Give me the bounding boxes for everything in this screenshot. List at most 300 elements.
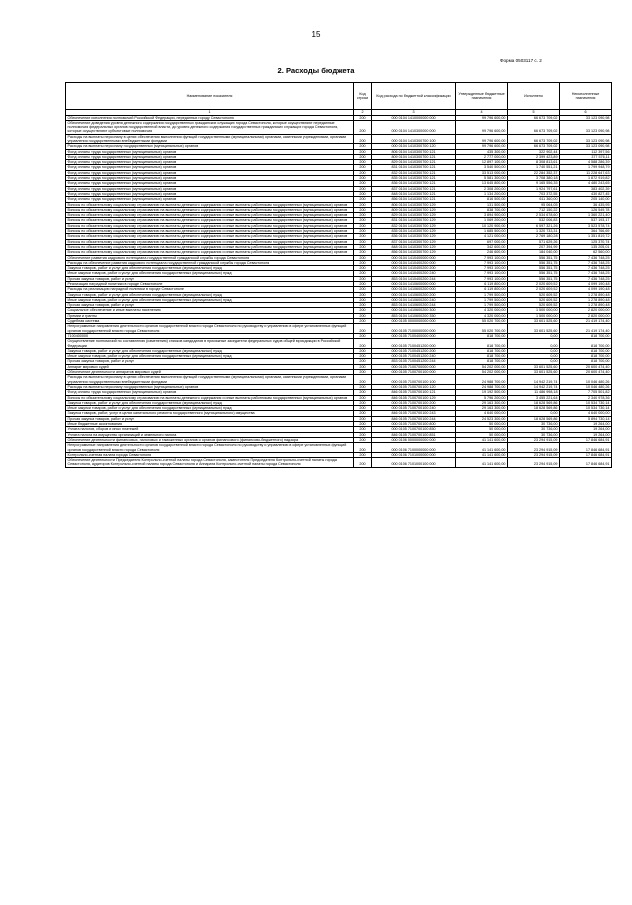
row-remaining-cell: 1 872 919,82 xyxy=(560,176,612,181)
row-remaining-cell: 2 820 000,00 xyxy=(560,313,612,318)
index-cell: 5 xyxy=(508,110,560,116)
row-approved-cell: 54 202 000,00 xyxy=(456,364,508,369)
row-remaining-cell: 4 640 000,00 xyxy=(560,411,612,416)
row-remaining-cell: 1 278 890,48 xyxy=(560,303,612,308)
row-executed-cell: 9 165 556,35 xyxy=(508,181,560,186)
row-remaining-cell: 19 264,00 xyxy=(560,422,612,427)
row-approved-cell: 7 993 100,00 xyxy=(456,276,508,281)
header-line-code: Код строки xyxy=(354,83,372,110)
row-executed-cell: 1 500 000,00 xyxy=(508,308,560,313)
row-name-cell: Обеспечение деятельности финансовых, налоговых и таможенных органов и органов финансового (финансово-бюджетного) надзора xyxy=(66,437,354,442)
row-name-cell: Фонд оплаты труда государственных (муниципальных) органов xyxy=(66,154,354,159)
row-expense-code-cell: 836 0104 1410300700 121 xyxy=(372,181,456,186)
row-line-code-cell: 200 xyxy=(354,244,372,249)
row-remaining-cell: 377 576,11 xyxy=(560,154,612,159)
row-expense-code-cell: 000 0104 1410000000 000 xyxy=(372,115,456,120)
row-approved-cell: 816 500,00 xyxy=(456,197,508,202)
row-line-code-cell: 200 xyxy=(354,313,372,318)
row-expense-code-cell: 000 0106 7101000000 000 xyxy=(372,452,456,457)
row-approved-cell: 5 796 200,00 xyxy=(456,395,508,400)
row-approved-cell: 4 320 000,00 xyxy=(456,308,508,313)
row-expense-code-cell: 000 0105 7100451200 000 xyxy=(372,339,456,349)
row-name-cell: Фонд оплаты труда государственных (муниципальных) органов xyxy=(66,191,354,196)
row-name-cell: Прочая закупка товаров, работ и услуг xyxy=(66,303,354,308)
form-code: Форма 0503117 с. 2 xyxy=(500,58,542,63)
row-approved-cell: 55 020 700,00 xyxy=(456,324,508,334)
row-line-code-cell: 200 xyxy=(354,458,372,468)
row-approved-cell: 1 685 500,00 xyxy=(456,229,508,234)
row-line-code-cell: 200 xyxy=(354,406,372,411)
row-expense-code-cell: 000 0105 7100700100 120 xyxy=(372,384,456,389)
row-line-code-cell: 200 xyxy=(354,260,372,265)
row-executed-cell: 33 601 525,60 xyxy=(508,364,560,369)
row-line-code-cell: 200 xyxy=(354,197,372,202)
header-executed: Исполнено xyxy=(508,83,560,110)
row-expense-code-cell: 000 0105 7100451200 240 xyxy=(372,354,456,359)
row-approved-cell: 818 700,00 xyxy=(456,348,508,353)
row-line-code-cell: 200 xyxy=(354,165,372,170)
row-name-cell: Фонд оплаты труда государственных (муниципальных) органов xyxy=(66,176,354,181)
row-approved-cell: 19 192 500,00 xyxy=(456,390,508,395)
table-row xyxy=(66,120,612,134)
row-line-code-cell: 200 xyxy=(354,390,372,395)
row-line-code-cell: 200 xyxy=(354,176,372,181)
row-name-cell: Судебная система xyxy=(66,319,354,324)
index-cell: 3 xyxy=(372,110,456,116)
row-expense-code-cell: 835 0104 1410300700 121 xyxy=(372,176,456,181)
row-line-code-cell: 200 xyxy=(354,443,372,453)
row-expense-code-cell: 846 0105 7100700100 121 xyxy=(372,390,456,395)
row-approved-cell: 99 796 600,00 xyxy=(456,144,508,149)
row-approved-cell: 1 799 500,00 xyxy=(456,292,508,297)
row-name-cell: Осуществление полномочий по составлению (изменению) списков кандидатов в присяжные заседатели федеральных судов общей юрисдикции в Российской Федерации xyxy=(66,339,354,349)
row-expense-code-cell: 831 0104 1410300700 129 xyxy=(372,218,456,223)
row-name-cell: Прочая закупка товаров, работ и услуг xyxy=(66,276,354,281)
row-name-cell: Фонд оплаты труда государственных (муниципальных) органов xyxy=(66,390,354,395)
row-expense-code-cell: 000 0105 7100700000 000 xyxy=(372,364,456,369)
row-remaining-cell: 205 140,00 xyxy=(560,197,612,202)
row-approved-cell: 2 308 200,00 xyxy=(456,186,508,191)
row-executed-cell: 520 609,52 xyxy=(508,292,560,297)
row-remaining-cell: 7 436 748,25 xyxy=(560,260,612,265)
row-approved-cell: 24 988 700,00 xyxy=(456,384,508,389)
row-expense-code-cell: 000 0105 7100700100 100 xyxy=(372,375,456,385)
row-line-code-cell: 200 xyxy=(354,292,372,297)
row-expense-code-cell: 000 0106 7101000100 000 xyxy=(372,458,456,468)
row-name-cell: Иные закупки товаров, работ и услуг для обеспечения государственных (муниципальных) нужд xyxy=(66,271,354,276)
row-remaining-cell: 818 700,00 xyxy=(560,339,612,349)
row-approved-cell: 6 119 800,00 xyxy=(456,287,508,292)
row-name-cell: Премии и гранты xyxy=(66,313,354,318)
row-name-cell: Закупка товаров, работ и услуг для обеспечения государственных (муниципальных) нужд xyxy=(66,348,354,353)
row-line-code-cell: 200 xyxy=(354,411,372,416)
row-expense-code-cell: 846 0105 7100700100 244 xyxy=(372,416,456,421)
row-remaining-cell: 125 370,74 xyxy=(560,239,612,244)
row-name-cell: Обеспечение доведения уровня денежного содержания государственных гражданских служащих города Севастополя, которые осуществляют переданные полномочия федеральных органов государственной власти, до уровня денежного содержания государственных гражданских служащих города Севастополя, которые осуществляют субъектовые полномочия xyxy=(66,120,354,134)
row-name-cell: Уплата налога на имущество организаций и земельного налога xyxy=(66,432,354,437)
row-line-code-cell: 200 xyxy=(354,364,372,369)
row-remaining-cell: 33 123 090,98 xyxy=(560,144,612,149)
row-expense-code-cell: 809 0104 1410300700 121 xyxy=(372,154,456,159)
row-line-code-cell: 200 xyxy=(354,207,372,212)
row-line-code-cell: 200 xyxy=(354,202,372,207)
row-name-cell: Взносы по обязательному социальному страхованию на выплаты денежного содержания и иные выплаты работникам государственных (муниципальных) органов xyxy=(66,223,354,228)
row-line-code-cell: 200 xyxy=(354,384,372,389)
row-remaining-cell: 135 205,01 xyxy=(560,244,612,249)
row-remaining-cell: 17 846 684,91 xyxy=(560,458,612,468)
row-remaining-cell: 818 700,00 xyxy=(560,354,612,359)
row-executed-cell: 33 601 525,60 xyxy=(508,324,560,334)
row-approved-cell: 1 799 500,00 xyxy=(456,297,508,302)
row-name-cell: Расходы на обеспечение развития кадрового потенциала государственной гражданской службы города Севастополя xyxy=(66,260,354,265)
row-executed-cell: 520 609,52 xyxy=(508,297,560,302)
row-remaining-cell: 19 264,00 xyxy=(560,427,612,432)
row-approved-cell: 7 993 100,00 xyxy=(456,260,508,265)
row-executed-cell: 520 609,52 xyxy=(508,303,560,308)
row-executed-cell: 322 902,44 xyxy=(508,149,560,154)
row-approved-cell: 24 523 300,00 xyxy=(456,416,508,421)
row-line-code-cell: 200 xyxy=(354,213,372,218)
row-line-code-cell: 200 xyxy=(354,437,372,442)
table-row xyxy=(66,339,612,349)
row-line-code-cell: 200 xyxy=(354,339,372,349)
row-expense-code-cell: 000 0106 7100000000 000 xyxy=(372,443,456,453)
row-approved-cell: 99 796 600,00 xyxy=(456,115,508,120)
row-name-cell: Фонд оплаты труда государственных (муниципальных) органов xyxy=(66,186,354,191)
row-approved-cell: 10 120 900,00 xyxy=(456,223,508,228)
row-name-cell: Взносы по обязательному социальному страхованию на выплаты денежного содержания и иные выплаты работникам государственных (муниципальных) органов xyxy=(66,207,354,212)
row-executed-cell: 18 628 569,86 xyxy=(508,416,560,421)
row-line-code-cell: 200 xyxy=(354,239,372,244)
row-approved-cell: 41 141 600,00 xyxy=(456,437,508,442)
table-body xyxy=(66,115,612,467)
row-expense-code-cell: 853 0104 1410600200 244 xyxy=(372,303,456,308)
row-remaining-cell: 21 419 174,40 xyxy=(560,319,612,324)
row-executed-cell: 23 294 915,09 xyxy=(508,452,560,457)
row-approved-cell: 29 163 300,00 xyxy=(456,406,508,411)
row-remaining-cell: 4 099 190,48 xyxy=(560,287,612,292)
row-approved-cell: 342 600,00 xyxy=(456,244,508,249)
row-executed-cell: 2 399 423,89 xyxy=(508,154,560,159)
row-name-cell: Фонд оплаты труда государственных (муниципальных) органов xyxy=(66,160,354,165)
row-approved-cell: 1 134 200,00 xyxy=(456,191,508,196)
row-name-cell: Аппарат мировых судей xyxy=(66,364,354,369)
row-executed-cell: 0,00 xyxy=(508,354,560,359)
row-name-cell: Социальное обеспечение и иные выплаты населению xyxy=(66,308,354,313)
row-expense-code-cell: 836 0104 1410300700 129 xyxy=(372,234,456,239)
row-approved-cell: 13 645 800,00 xyxy=(456,181,508,186)
row-executed-cell: 23 294 915,09 xyxy=(508,437,560,442)
row-name-cell: Непрограммные направления деятельности органов государственной власти города Севастополя по руководству и управлению в сфере установленных функций органов государственной власти города Севастополя xyxy=(66,324,354,334)
index-cell: 2 xyxy=(354,110,372,116)
row-name-cell: Фонд оплаты труда государственных (муниципальных) органов xyxy=(66,170,354,175)
row-name-cell: 7100400000 xyxy=(66,333,354,338)
row-approved-cell: 99 796 600,00 xyxy=(456,134,508,144)
row-expense-code-cell: 000 0104 1410600000 000 xyxy=(372,282,456,287)
row-line-code-cell: 200 xyxy=(354,154,372,159)
row-approved-cell: 818 700,00 xyxy=(456,359,508,364)
row-line-code-cell: 200 xyxy=(354,287,372,292)
row-name-cell: Уплата налогов, сборов и иных платежей xyxy=(66,427,354,432)
row-executed-cell: 6 597 321,26 xyxy=(508,223,560,228)
index-cell: 1 xyxy=(66,110,354,116)
page-number: 15 xyxy=(311,30,321,39)
row-line-code-cell: 200 xyxy=(354,234,372,239)
row-approved-cell: 131 500,00 xyxy=(456,202,508,207)
row-expense-code-cell: 853 0105 7100451200 244 xyxy=(372,359,456,364)
row-remaining-cell: 17 846 684,91 xyxy=(560,443,612,453)
row-line-code-cell: 200 xyxy=(354,255,372,260)
index-cell: 6 xyxy=(560,110,612,116)
row-expense-code-cell: 000 0104 1410600200 000 xyxy=(372,287,456,292)
row-expense-code-cell: 000 0105 7100451200 200 xyxy=(372,348,456,353)
row-name-cell: Взносы по обязательному социальному страхованию на выплаты денежного содержания и иные выплаты работникам государственных (муниципальных) органов xyxy=(66,250,354,255)
table-row xyxy=(66,134,612,144)
row-executed-cell: 23 294 915,09 xyxy=(508,443,560,453)
table-row xyxy=(66,324,612,334)
table-header-row xyxy=(66,83,612,110)
row-line-code-cell: 200 xyxy=(354,250,372,255)
row-line-code-cell: 200 xyxy=(354,400,372,405)
row-executed-cell: 556 351,75 xyxy=(508,260,560,265)
row-expense-code-cell: 000 0105 7100700100 240 xyxy=(372,406,456,411)
row-name-cell: Взносы по обязательному социальному страхованию на выплаты денежного содержания и иные выплаты работникам государственных (муниципальных) органов xyxy=(66,229,354,234)
row-executed-cell: 712 150,22 xyxy=(508,207,560,212)
row-name-cell: Взносы по обязательному социальному страхованию на выплаты денежного содержания и иные выплаты работникам государственных (муниципальных) органов xyxy=(66,213,354,218)
row-remaining-cell: 818 700,00 xyxy=(560,333,612,338)
row-line-code-cell: 200 xyxy=(354,416,372,421)
row-executed-cell: 66 673 709,02 xyxy=(508,144,560,149)
row-remaining-cell: 364 766,69 xyxy=(560,229,612,234)
row-line-code-cell: 200 xyxy=(354,160,372,165)
row-remaining-cell: 33 123 090,98 xyxy=(560,120,612,134)
row-approved-cell: 5 581 300,00 xyxy=(456,176,508,181)
row-expense-code-cell: 856 0104 1410300700 121 xyxy=(372,197,456,202)
budget-expenses-table xyxy=(65,82,612,468)
row-name-cell: Взносы по обязательному социальному страхованию на выплаты денежного содержания и иные выплаты работникам государственных (муниципальных) органов xyxy=(66,244,354,249)
row-expense-code-cell: 000 0104 1410400200 200 xyxy=(372,266,456,271)
row-approved-cell: 6 119 800,00 xyxy=(456,282,508,287)
row-approved-cell: 1 069 200,00 xyxy=(456,218,508,223)
row-executed-cell: 95 064,05 xyxy=(508,202,560,207)
row-executed-cell: 11 486 998,18 xyxy=(508,390,560,395)
row-remaining-cell: 430 827,45 xyxy=(560,191,612,196)
row-remaining-cell: 3 523 578,74 xyxy=(560,223,612,228)
row-approved-cell: 50 000,00 xyxy=(456,422,508,427)
row-line-code-cell: 200 xyxy=(354,422,372,427)
row-approved-cell: 12 897 100,00 xyxy=(456,160,508,165)
row-remaining-cell: 33 123 090,98 xyxy=(560,115,612,120)
row-executed-cell: 66 673 709,02 xyxy=(508,120,560,134)
row-expense-code-cell: 000 0105 7100700100 850 xyxy=(372,427,456,432)
row-executed-cell: 184 040,00 xyxy=(508,250,560,255)
row-expense-code-cell: 000 0105 7100700100 000 xyxy=(372,370,456,375)
row-line-code-cell: 200 xyxy=(354,395,372,400)
row-name-cell: Обеспечение деятельности Председателя Контрольно-счетной палаты города Севастополя, заместителя Председателя Контрольно-счетной палаты города Севастополя, аудиторов Контрольно-счетной палаты города Севастополя и Аппарата Контрольно-счетной палаты города Севастополя xyxy=(66,458,354,468)
row-approved-cell: 50 000,00 xyxy=(456,427,508,432)
row-name-cell: Взносы по обязательному социальному страхованию на выплаты денежного содержания и иные выплаты работникам государственных (муниципальных) органов xyxy=(66,234,354,239)
row-expense-code-cell: 000 0106 0000000000 000 xyxy=(372,437,456,442)
row-expense-code-cell: 000 0105 7100700100 800 xyxy=(372,422,456,427)
row-executed-cell: 18 628 569,86 xyxy=(508,406,560,411)
row-approved-cell: 7 993 100,00 xyxy=(456,266,508,271)
row-executed-cell: 556 351,75 xyxy=(508,271,560,276)
row-remaining-cell: 10 534 730,14 xyxy=(560,406,612,411)
row-line-code-cell: 200 xyxy=(354,191,372,196)
row-executed-cell: 18 628 569,86 xyxy=(508,400,560,405)
row-remaining-cell: 36 435,95 xyxy=(560,202,612,207)
row-expense-code-cell: 831 0104 1410300700 121 xyxy=(372,165,456,170)
row-line-code-cell: 200 xyxy=(354,432,372,437)
row-remaining-cell: 1 351 819,72 xyxy=(560,234,612,239)
row-line-code-cell: 200 xyxy=(354,266,372,271)
row-remaining-cell: 7 436 748,25 xyxy=(560,255,612,260)
row-executed-cell: 0,00 xyxy=(508,348,560,353)
row-remaining-cell: 126 549,78 xyxy=(560,207,612,212)
row-executed-cell: 30 736,00 xyxy=(508,432,560,437)
row-executed-cell: 1 320 733,31 xyxy=(508,229,560,234)
row-approved-cell: 1 799 500,00 xyxy=(456,303,508,308)
row-expense-code-cell: 837 0104 1410300700 121 xyxy=(372,186,456,191)
row-remaining-cell: 17 846 684,91 xyxy=(560,437,612,442)
row-line-code-cell: 200 xyxy=(354,427,372,432)
row-approved-cell: 3 540 500,00 xyxy=(456,165,508,170)
row-remaining-cell: 818 700,00 xyxy=(560,359,612,364)
row-approved-cell: 41 141 600,00 xyxy=(456,443,508,453)
row-line-code-cell: 200 xyxy=(354,149,372,154)
row-line-code-cell: 200 xyxy=(354,229,372,234)
row-approved-cell: 41 141 600,00 xyxy=(456,458,508,468)
row-name-cell: Прочая закупка товаров, работ и услуг xyxy=(66,359,354,364)
row-remaining-cell: 2 820 000,00 xyxy=(560,308,612,313)
row-name-cell: Расходы на выплаты персоналу государственных (муниципальных) органов xyxy=(66,144,354,149)
row-expense-code-cell: 000 0104 1410600200 240 xyxy=(372,297,456,302)
row-expense-code-cell: 000 0104 1410400200 000 xyxy=(372,260,456,265)
row-line-code-cell: 200 xyxy=(354,359,372,364)
table-row xyxy=(66,443,612,453)
row-approved-cell: 2 777 000,00 xyxy=(456,154,508,159)
row-name-cell: Обеспечение деятельности аппаратов мировых судей xyxy=(66,370,354,375)
row-name-cell: Реализация наградной политики в городе Севастополе xyxy=(66,282,354,287)
header-approved: Утвержденные бюджетные назначения xyxy=(456,83,508,110)
row-remaining-cell: 10 046 480,26 xyxy=(560,384,612,389)
row-line-code-cell: 200 xyxy=(354,282,372,287)
row-remaining-cell: 7 705 501,82 xyxy=(560,390,612,395)
row-executed-cell: 3 708 380,18 xyxy=(508,176,560,181)
row-executed-cell: 556 351,75 xyxy=(508,266,560,271)
row-executed-cell: 2 769 180,28 xyxy=(508,234,560,239)
row-expense-code-cell: 832 0104 1410300700 129 xyxy=(372,223,456,228)
row-expense-code-cell: 000 0104 1410600200 200 xyxy=(372,292,456,297)
row-approved-cell: 818 700,00 xyxy=(456,333,508,338)
row-remaining-cell: 7 436 748,25 xyxy=(560,266,612,271)
row-expense-code-cell: 853 0104 1410400200 244 xyxy=(372,276,456,281)
row-expense-code-cell: 848 0104 1410300700 121 xyxy=(372,191,456,196)
row-executed-cell: 30 736,00 xyxy=(508,427,560,432)
row-executed-cell: 30 736,00 xyxy=(508,422,560,427)
row-line-code-cell: 200 xyxy=(354,452,372,457)
row-remaining-cell: 7 436 748,25 xyxy=(560,271,612,276)
row-approved-cell: 55 020 700,00 xyxy=(456,319,508,324)
row-name-cell: Иные бюджетные ассигнования xyxy=(66,422,354,427)
header-expense-code: Код расхода по бюджетной классификации xyxy=(372,83,456,110)
row-remaining-cell: 20 600 474,40 xyxy=(560,370,612,375)
row-approved-cell: 435 300,00 xyxy=(456,149,508,154)
row-name-cell: Закупка товаров, работ и услуг для обеспечения государственных (муниципальных) нужд xyxy=(66,400,354,405)
header-indicator-name: Наименование показателя xyxy=(66,83,354,110)
row-line-code-cell: 200 xyxy=(354,115,372,120)
row-line-code-cell: 200 xyxy=(354,354,372,359)
row-executed-cell: 1 500 000,00 xyxy=(508,313,560,318)
row-line-code-cell: 200 xyxy=(354,186,372,191)
row-expense-code-cell: 853 0104 1410600200 350 xyxy=(372,313,456,318)
row-expense-code-cell: 848 0104 1410300700 129 xyxy=(372,244,456,249)
row-remaining-cell: 17 846 684,91 xyxy=(560,452,612,457)
row-approved-cell: 24 988 700,00 xyxy=(456,375,508,385)
row-line-code-cell: 200 xyxy=(354,348,372,353)
row-remaining-cell: 112 397,56 xyxy=(560,149,612,154)
row-approved-cell: 29 163 300,00 xyxy=(456,400,508,405)
row-line-code-cell: 200 xyxy=(354,375,372,385)
header-remaining: Неисполненные назначения xyxy=(560,83,612,110)
row-line-code-cell: 200 xyxy=(354,170,372,175)
row-remaining-cell: 1 278 890,48 xyxy=(560,297,612,302)
row-expense-code-cell: 829 0104 1410300700 129 xyxy=(372,213,456,218)
row-expense-code-cell: 000 0104 1410600200 300 xyxy=(372,308,456,313)
row-executed-cell: 1 924 797,61 xyxy=(508,186,560,191)
row-approved-cell: 818 700,00 xyxy=(456,354,508,359)
row-executed-cell: 22 284 352,37 xyxy=(508,170,560,175)
row-executed-cell: 0,00 xyxy=(508,411,560,416)
row-executed-cell: 8 308 813,61 xyxy=(508,160,560,165)
row-expense-code-cell: 000 0105 7100000000 000 xyxy=(372,324,456,334)
row-name-cell: Расходы на выплаты персоналу в целях обеспечения выполнения функций государственными (муниципальными) органами, казенными учреждениями, органами управления государственными внебюджетными фондами xyxy=(66,375,354,385)
row-expense-code-cell: 000 0105 7100400000 000 xyxy=(372,333,456,338)
row-approved-cell: 41 141 600,00 xyxy=(456,452,508,457)
row-approved-cell: 4 640 000,00 xyxy=(456,411,508,416)
row-executed-cell: 556 351,75 xyxy=(508,255,560,260)
row-remaining-cell: 11 228 647,63 xyxy=(560,170,612,175)
row-executed-cell: 611 360,00 xyxy=(508,197,560,202)
row-name-cell: Иные закупки товаров, работ и услуг для обеспечения государственных (муниципальных) нужд xyxy=(66,297,354,302)
row-remaining-cell: 4 099 190,48 xyxy=(560,282,612,287)
table-row xyxy=(66,458,612,468)
row-remaining-cell: 5 894 730,14 xyxy=(560,416,612,421)
row-name-cell: Взносы по обязательному социальному страхованию на выплаты денежного содержания и иные выплаты работникам государственных (муниципальных) органов xyxy=(66,239,354,244)
row-executed-cell: 2 020 609,52 xyxy=(508,282,560,287)
row-executed-cell: 703 372,55 xyxy=(508,191,560,196)
row-line-code-cell: 200 xyxy=(354,370,372,375)
row-line-code-cell: 200 xyxy=(354,144,372,149)
row-executed-cell: 571 629,26 xyxy=(508,239,560,244)
row-approved-cell: 33 513 000,00 xyxy=(456,170,508,175)
row-remaining-cell: 10 046 480,26 xyxy=(560,375,612,385)
row-remaining-cell: 4 588 286,39 xyxy=(560,160,612,165)
table-row xyxy=(66,375,612,385)
row-name-cell: Взносы по обязательному социальному страхованию на выплаты денежного содержания и иные выплаты работникам государственных (муниципальных) органов xyxy=(66,218,354,223)
row-executed-cell: 0,00 xyxy=(508,333,560,338)
row-name-cell: Иные закупки товаров, работ и услуг для обеспечения государственных (муниципальных) нужд xyxy=(66,406,354,411)
row-name-cell: Иные закупки товаров, работ и услуг для обеспечения государственных (муниципальных) нужд xyxy=(66,354,354,359)
row-approved-cell: 838 700,00 xyxy=(456,207,508,212)
row-remaining-cell: 10 534 730,14 xyxy=(560,400,612,405)
row-remaining-cell: 383 402,39 xyxy=(560,186,612,191)
row-line-code-cell: 200 xyxy=(354,120,372,134)
row-expense-code-cell: 832 0104 1410300700 121 xyxy=(372,170,456,175)
row-line-code-cell: 200 xyxy=(354,134,372,144)
row-line-code-cell: 200 xyxy=(354,223,372,228)
row-approved-cell: 99 796 600,00 xyxy=(456,120,508,134)
